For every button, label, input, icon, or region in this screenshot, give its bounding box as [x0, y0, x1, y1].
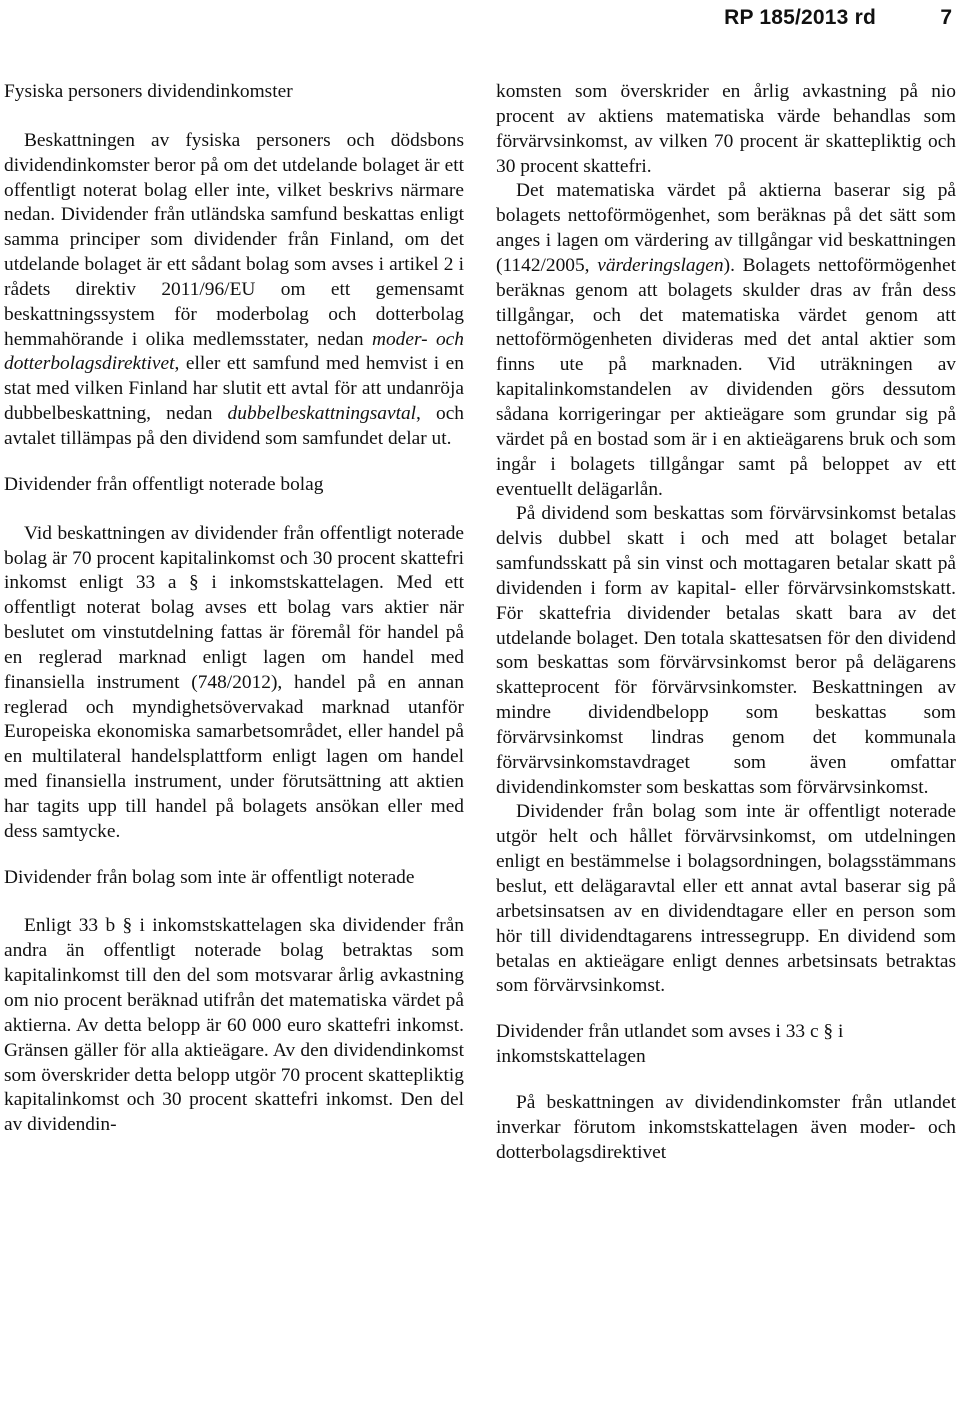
italic-term: värderingslagen	[597, 254, 724, 276]
page-number: 7	[940, 6, 952, 29]
paragraph: Vid beskattningen av dividender från offentligt noterade bolag är 70 procent kapitalinkomst och 30 procent skattefri inkomst enligt 33 a § i inkomstskattelagen. Med ett offentligt noterat bolag avses ett bolag vars aktier när beslutet om vinstutdelning fattas är föremål för handel på en reglerad marknad enligt lagen om handel med finansiella instrument (748/2012), handel på en annan reglerad och myndighetsövervakad marknad utanför Europeiska ekonomiska samarbetsområdet, eller handel på en multilateral handelsplattform enligt lagen om handel med finansiella instrument, under förutsättning att aktien har tagits upp till handel på bolagets ansökan eller med dess samtycke.	[4, 522, 464, 842]
paragraph: Beskattningen av fysiska personers och dödsbons dividendinkomster beror på om det utdelande bolaget är ett offentligt noterat bolag eller inte, vilket beskrivs närmare nedan. Dividender från utländska samfund beskattas enligt samma principer som dividender från Finland, om det utdelande bolaget är ett sådant bolag som avses i artikel 2 i rådets direktiv 2011/96/EU om ett gemensamt beskattningssystem för moderbolag och dotterbolag hemmahörande i olika medlemsstater, nedan moder- och dotterbolagsdirektivet, eller ett samfund med hemvist i en stat med vilken Finland har slutit ett avtal för att undanröja dubbelbeskattning, nedan dubbelbeskattningsavtal, och avtalet tillämpas på den dividend som samfundet delar ut.	[4, 129, 464, 449]
document-id: RP 185/2013 rd	[724, 6, 876, 29]
right-column	[496, 80, 956, 1165]
italic-term: moder- och dotterbolagsdirektivet	[4, 328, 464, 375]
paragraph: Enligt 33 b § i inkomstskattelagen ska dividender från andra än offentligt noterade bolag betraktas som kapitalinkomst till den del som motsvarar årlig avkastning om nio procent beräknad utifrån det matematiska värdet på aktierna. Av detta belopp är 60 000 euro skattefri inkomst. Gränsen gäller för alla aktieägare. Av den dividendinkomst som överskrider detta belopp utgör 70 procent skattepliktig kapitalinkomst och 30 procent skattefri inkomst. Den del av dividendin-	[4, 915, 464, 1136]
paragraph: komsten som överskrider en årlig avkastning på nio procent av aktiens matematiska värde behandlas som förvärvsinkomst, av vilken 70 procent är skattepliktig och 30 procent skattefri.	[496, 81, 956, 177]
section-heading-inte-noterade: Dividender från bolag som inte är offentligt noterade	[4, 866, 415, 888]
paragraph: På beskattningen av dividendinkomster från utlandet inverkar förutom inkomstskattelagen även moder- och dotterbolagsdirektivet	[496, 1091, 956, 1163]
section-heading-utlandet: Dividender från utlandet som avses i 33 c § i inkomstskattelagen	[496, 1021, 844, 1068]
section-heading-offentligt-noterade: Dividender från offentligt noterade bolag	[4, 473, 324, 495]
paragraph: Det matematiska värdet på aktierna baserar sig på bolagets nettoförmögenhet, som beräknas på det sätt som anges i lagen om värdering av tillgångar vid beskattningen (1142/2005, värderingslagen). Bolagets nettoförmögenhet beräknas genom att bolagets skulder dras av från dess tillgångar, och det matematiska värdet genom att nettoförmögenheten divideras med det antal aktier som finns ute på marknaden. Vid uträkningen av kapitalinkomstandelen av dividenden görs dessutom sådana korrigeringar per aktieägare som grundar sig på värdet på en bostad som är i en aktieägarens bruk och som ingår i bolagets tillgångar samt på beloppet av ett eventuellt delägarlån.	[496, 180, 956, 500]
page-header	[0, 2, 960, 36]
paragraph: Dividender från bolag som inte är offentligt noterade utgör helt och hållet förvärvsinkomst, om utdelningen enligt en bestämmelse i bolagsordningen, bolagsstämmans beslut, ett delägaravtal eller ett annat avtal baserar sig på arbetsinsatsen av en dividendtagare eller en person som hör till dividendtagarens intressegrupp. En dividend som betalas en aktieägare enligt dennes arbetsinsats betraktas som förvärvsinkomst.	[496, 801, 956, 997]
section-heading-fysiska-personer: Fysiska personers dividendinkomster	[4, 81, 293, 102]
paragraph: På dividend som beskattas som förvärvsinkomst betalas delvis dubbel skatt i och med att bolaget betalar samfundsskatt på sin vinst och mottagaren betalar skatt på dividenden i form av kapital- eller förvärvsinkomstskatt. För skattefria dividender betalas skatt bara av det utdelande bolaget. Den totala skattesatsen för den dividend som beskattas som förvärvsinkomst beror på delägarens skatteprocent för förvärvsinkomster. Beskattningen av mindre dividendbelopp som beskattas som förvärvsinkomst lindras genom det kommunala förvärvsinkomstavdraget som även omfattar dividendinkomster som beskattas som förvärvsinkomst.	[496, 503, 956, 798]
italic-term: dubbelbeskattningsavtal	[227, 403, 417, 425]
left-column	[4, 80, 464, 1138]
